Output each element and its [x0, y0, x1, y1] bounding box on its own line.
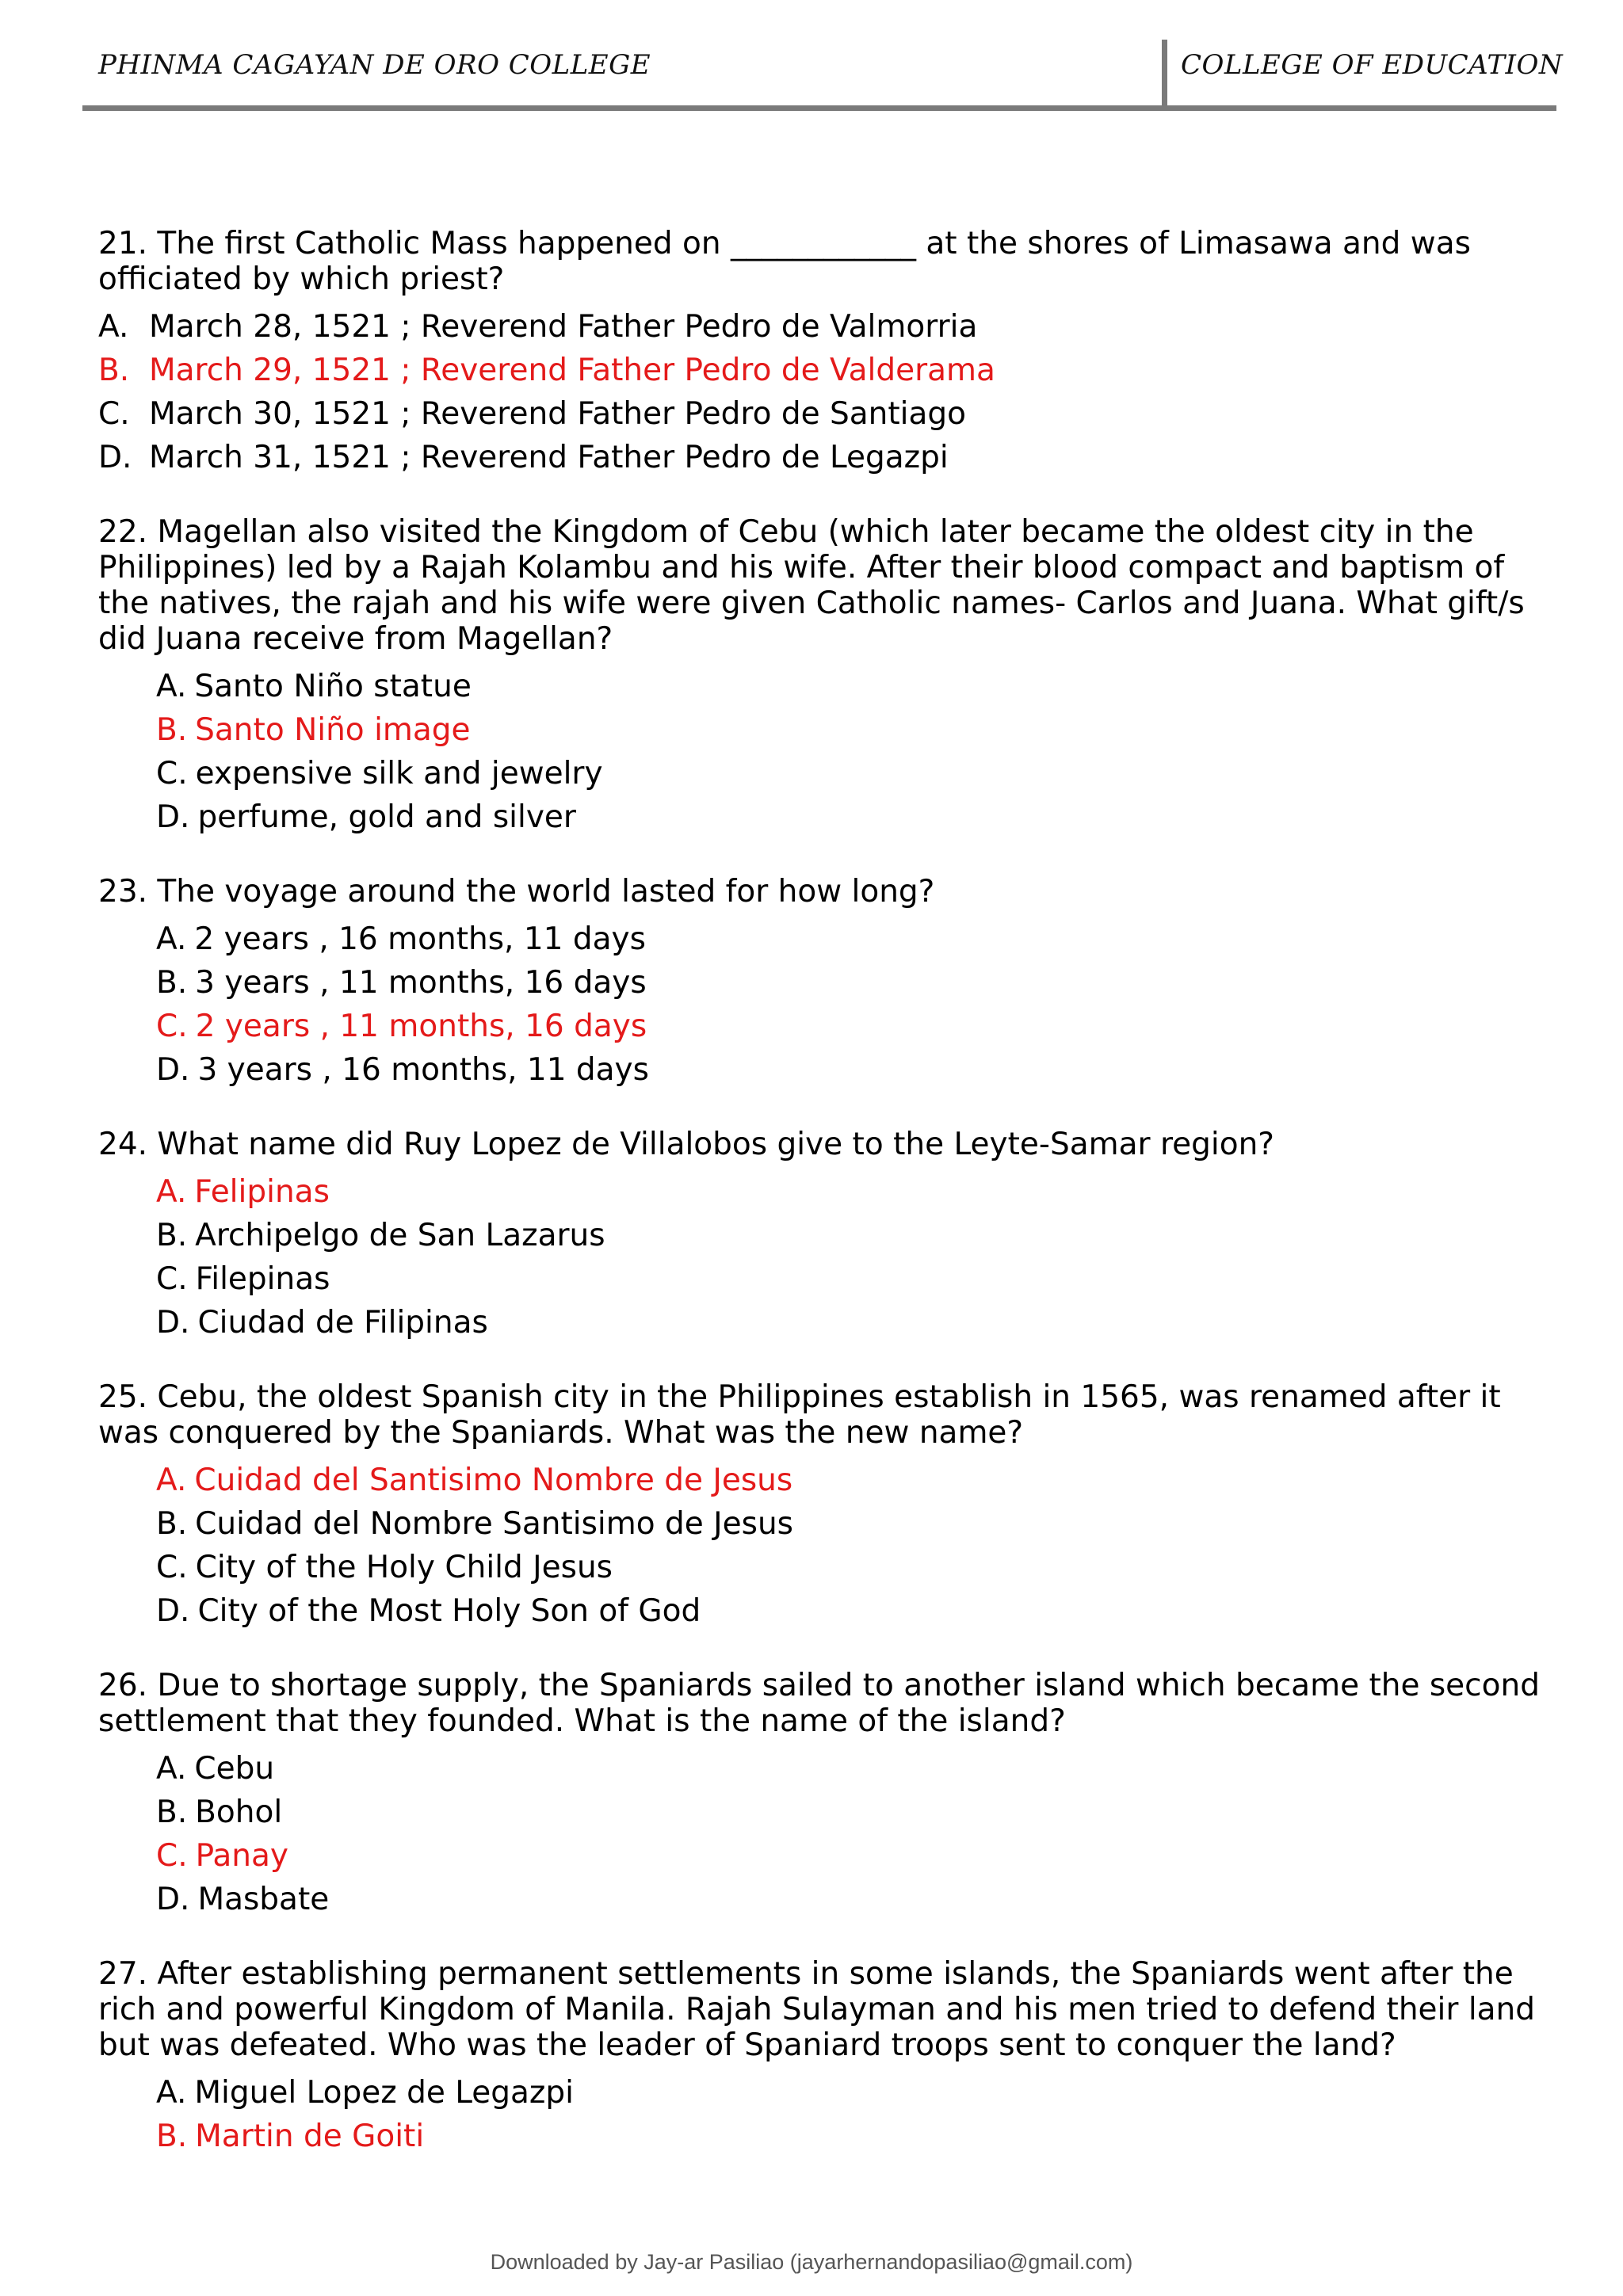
question-stem: 26. Due to shortage supply, the Spaniards sailed to another island which became the second settlement that they founded. What is the name of the island?	[98, 1668, 1540, 1739]
option-letter: A.	[156, 1751, 187, 1787]
option-letter: A.	[156, 1463, 187, 1498]
question-stem: 23. The voyage around the world lasted for how long?	[98, 874, 935, 910]
option-letter: B.	[156, 965, 188, 1001]
option-d	[98, 1048, 1541, 1092]
question-stem: 27. After establishing permanent settlements in some islands, the Spaniards went after the rich and powerful Kingdom of Manila. Rajah Sulayman and his men tried to defend their land but was defeated. Who was the leader of Spaniard troops sent to conquer the land?	[98, 1956, 1536, 2063]
option-letter: C.	[156, 1550, 188, 1585]
option-d	[98, 795, 1541, 839]
option-letter: C.	[156, 756, 188, 791]
options-list	[98, 2071, 1541, 2158]
option-c	[98, 752, 1541, 795]
option-text: Ciudad de Filipinas	[197, 1305, 488, 1341]
header-rule	[82, 105, 1556, 111]
option-letter: A.	[156, 2075, 187, 2111]
option-text: Cuidad del Nombre Santisimo de Jesus	[195, 1506, 793, 1542]
option-letter: C.	[156, 1009, 188, 1044]
option-text: Santo Niño image	[195, 712, 471, 748]
option-c	[98, 1546, 1541, 1589]
option-text: Panay	[195, 1838, 289, 1874]
option-letter: A.	[98, 309, 129, 345]
option-text: 2 years , 11 months, 16 days	[195, 1009, 647, 1044]
question-27	[98, 1956, 1541, 2158]
option-text: 3 years , 16 months, 11 days	[197, 1052, 649, 1088]
option-letter: D.	[156, 1882, 190, 1917]
option-letter: B.	[156, 1794, 188, 1830]
option-text: City of the Holy Child Jesus	[195, 1550, 613, 1585]
option-text: March 29, 1521 ; Reverend Father Pedro de Valderama	[149, 353, 995, 388]
option-b-correct	[98, 349, 1541, 392]
question-stem: 24. What name did Ruy Lopez de Villalobos give to the Leyte-Samar region?	[98, 1127, 1274, 1162]
question-25	[98, 1379, 1541, 1633]
options-list	[98, 665, 1541, 839]
option-d	[98, 436, 1541, 479]
option-text: Martin de Goiti	[195, 2119, 425, 2154]
option-text: Filepinas	[195, 1261, 330, 1297]
question-22	[98, 514, 1541, 839]
option-a	[98, 665, 1541, 708]
option-text: Cuidad del Santisimo Nombre de Jesus	[194, 1463, 793, 1498]
option-text: Masbate	[197, 1882, 330, 1917]
option-text: Felipinas	[194, 1174, 330, 1210]
option-letter: B.	[156, 1506, 188, 1542]
option-b-correct	[98, 2115, 1541, 2158]
options-list	[98, 917, 1541, 1092]
question-stem: 21. The first Catholic Mass happened on ____________ at the shores of Limasawa and was officiated by which priest?	[98, 226, 1471, 297]
question-24	[98, 1127, 1541, 1344]
option-text: Archipelgo de San Lazarus	[195, 1218, 605, 1253]
option-letter: B.	[156, 1218, 188, 1253]
options-list	[98, 1170, 1541, 1344]
option-letter: D.	[98, 440, 132, 475]
option-a	[98, 1747, 1541, 1791]
option-text: Miguel Lopez de Legazpi	[194, 2075, 574, 2111]
option-letter: D.	[156, 799, 190, 835]
question-21	[98, 226, 1541, 479]
option-letter: B.	[98, 353, 130, 388]
option-text: March 30, 1521 ; Reverend Father Pedro de Santiago	[149, 396, 967, 432]
option-text: perfume, gold and silver	[197, 799, 576, 835]
question-stem: 25. Cebu, the oldest Spanish city in the Philippines establish in 1565, was renamed after it was conquered by the Spaniards. What was the new name?	[98, 1379, 1501, 1451]
option-letter: C.	[156, 1838, 188, 1874]
options-list	[98, 1747, 1541, 1921]
question-26	[98, 1668, 1541, 1921]
option-text: 2 years , 16 months, 11 days	[194, 921, 646, 957]
option-c	[98, 1257, 1541, 1301]
header-divider	[1162, 40, 1167, 109]
option-c-correct	[98, 1834, 1541, 1878]
header-institution: PHINMA CAGAYAN DE ORO COLLEGE	[98, 49, 651, 81]
option-text: expensive silk and jewelry	[195, 756, 603, 791]
option-text: Bohol	[195, 1794, 283, 1830]
page-header	[0, 0, 1623, 115]
header-college: COLLEGE OF EDUCATION	[1181, 49, 1564, 81]
option-letter: B.	[156, 2119, 188, 2154]
option-letter: C.	[156, 1261, 188, 1297]
option-b	[98, 1214, 1541, 1257]
option-d	[98, 1589, 1541, 1633]
option-letter: A.	[156, 669, 187, 704]
option-text: March 31, 1521 ; Reverend Father Pedro de Legazpi	[149, 440, 949, 475]
download-footer: Downloaded by Jay-ar Pasiliao (jayarhernandopasiliao@gmail.com)	[490, 2250, 1133, 2274]
option-c	[98, 392, 1541, 436]
options-list	[98, 305, 1541, 479]
option-text: 3 years , 11 months, 16 days	[195, 965, 647, 1001]
option-a	[98, 305, 1541, 349]
option-text: City of the Most Holy Son of God	[197, 1593, 701, 1629]
option-b	[98, 1502, 1541, 1546]
option-letter: D.	[156, 1305, 190, 1341]
option-letter: B.	[156, 712, 188, 748]
option-letter: D.	[156, 1052, 190, 1088]
question-23	[98, 874, 1541, 1092]
option-b	[98, 961, 1541, 1005]
option-letter: C.	[98, 396, 130, 432]
option-a-correct	[98, 1459, 1541, 1502]
option-a-correct	[98, 1170, 1541, 1214]
option-c-correct	[98, 1005, 1541, 1048]
option-d	[98, 1878, 1541, 1921]
question-stem: 22. Magellan also visited the Kingdom of Cebu (which later became the oldest city in the Philippines) led by a Rajah Kolambu and his wife. After their blood compact and baptism of the natives, the rajah and his wife were given Catholic names- Carlos and Juana. What gift/s did Juana receive from Magellan?	[98, 514, 1525, 657]
option-a	[98, 917, 1541, 961]
option-b	[98, 1791, 1541, 1834]
options-list	[98, 1459, 1541, 1633]
option-letter: A.	[156, 921, 187, 957]
quiz-content	[98, 226, 1541, 2193]
option-letter: A.	[156, 1174, 187, 1210]
option-text: Cebu	[194, 1751, 275, 1787]
option-text: March 28, 1521 ; Reverend Father Pedro de Valmorria	[149, 309, 978, 345]
option-a	[98, 2071, 1541, 2115]
option-d	[98, 1301, 1541, 1344]
option-text: Santo Niño statue	[194, 669, 472, 704]
option-b-correct	[98, 708, 1541, 752]
option-letter: D.	[156, 1593, 190, 1629]
